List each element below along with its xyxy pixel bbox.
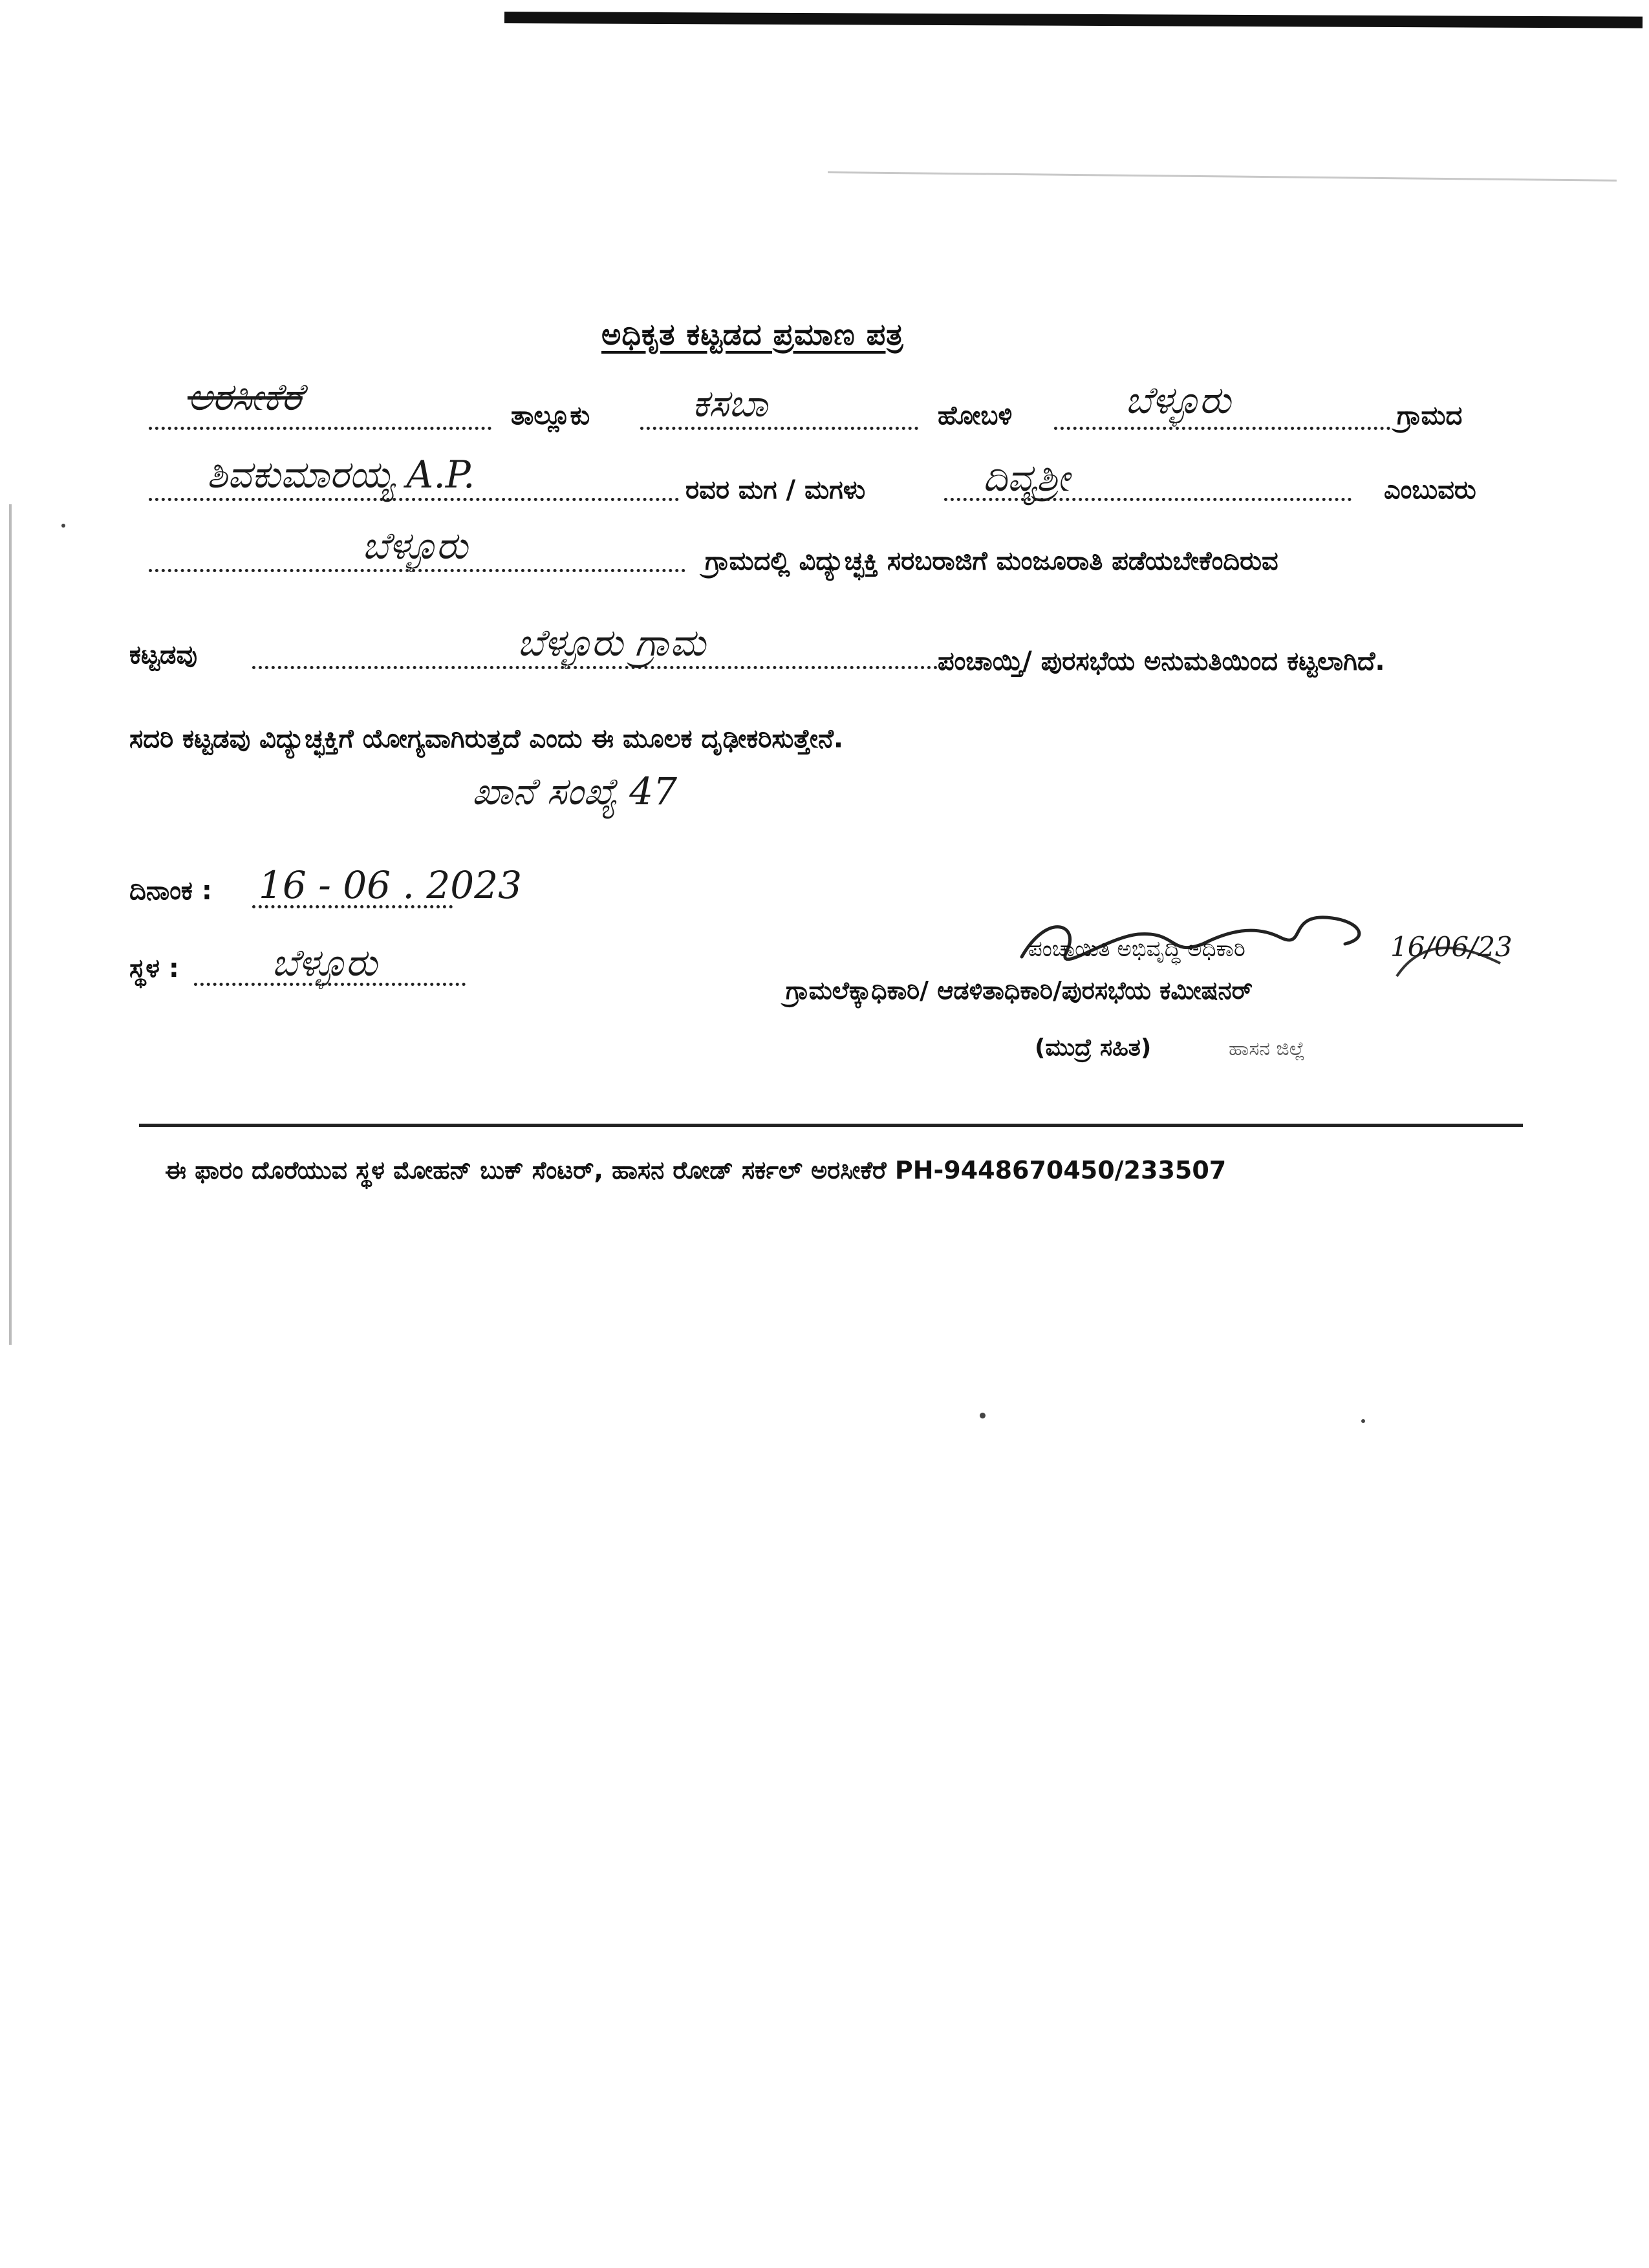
stamp-officer-line: ಪಂಚಾಯಿತಿ ಅಭಿವೃದ್ಧಿ ಅಧಿಕಾರಿ bbox=[1028, 936, 1245, 962]
panchayat-handwritten: ಬೆಳ್ಳೂರು ಗ್ರಾಮ bbox=[517, 621, 706, 665]
applicant-name-handwritten: ದಿವ್ಯಶ್ರೀ bbox=[983, 456, 1070, 500]
hobli-handwritten: ಕಸಬಾ bbox=[692, 381, 768, 425]
scan-speck bbox=[61, 524, 65, 528]
hobli-fill-line bbox=[640, 427, 918, 430]
scan-top-border bbox=[504, 12, 1643, 28]
seal-label: (ಮುದ್ರೆ ಸಹಿತ) bbox=[1035, 1034, 1152, 1061]
panchayat-fill-line bbox=[252, 666, 938, 669]
place-handwritten: ಬೆಳ್ಳೂರು bbox=[272, 941, 378, 985]
hobli-label: ಹೋಬಳಿ bbox=[938, 401, 1013, 431]
parent-handwritten: ಶಿವಕುಮಾರಯ್ಯ A.P. bbox=[207, 453, 475, 497]
taluk-label: ತಾಲ್ಲೂಕು bbox=[511, 401, 590, 431]
parent-fill-line bbox=[149, 498, 679, 501]
stamp-date-handwritten: 16/06/23 bbox=[1390, 931, 1513, 963]
village-label: ಗ್ರಾಮದ bbox=[1397, 401, 1463, 431]
son-daughter-label: ರವರ ಮಗ / ಮಗಳು bbox=[685, 475, 866, 505]
date-label: ದಿನಾಂಕ : bbox=[129, 876, 212, 906]
place-label: ಸ್ಥಳ : bbox=[129, 954, 179, 983]
scan-left-edge bbox=[9, 504, 12, 1345]
certificate-title: ಅಧಿಕೃತ ಕಟ್ಟಡದ ಪ್ರಮಾಣ ಪತ್ರ bbox=[601, 317, 904, 352]
date-handwritten: 16 - 06 . 2023 bbox=[259, 863, 522, 907]
village-handwritten: ಬೆಳ್ಳೂರು bbox=[1125, 378, 1231, 422]
scan-speck bbox=[1361, 1419, 1365, 1423]
village2-handwritten: ಬೆಳ್ಳೂರು bbox=[362, 524, 468, 568]
certification-statement: ಸದರಿ ಕಟ್ಟಡವು ವಿದ್ಯುಚ್ಛಕ್ತಿಗೆ ಯೋಗ್ಯವಾಗಿರುತ್ತದೆ ಎಂದು ಈ ಮೂಲಕ ದೃಢೀಕರಿಸುತ್ತೇನೆ. bbox=[129, 724, 844, 754]
designation-text: ಗ್ರಾಮಲೆಕ್ಕಾಧಿಕಾರಿ/ ಆಡಳಿತಾಧಿಕಾರಿ/ಪುರಸಭೆಯ ಕಮೀಷನರ್ bbox=[786, 976, 1253, 1005]
stamp-district-line: ಹಾಸನ ಜಿಲ್ಲೆ bbox=[1229, 1038, 1305, 1060]
footer-source-text: ಈ ಫಾರಂ ದೊರೆಯುವ ಸ್ಥಳ ಮೋಹನ್ ಬುಕ್ ಸೆಂಟರ್, ಹಾಸನ ರೋಡ್ ಸರ್ಕಲ್ ಅರಸೀಕೆರೆ PH-9448670450/233507 bbox=[165, 1156, 1227, 1184]
taluk-fill-line bbox=[149, 427, 491, 430]
village-fill-line bbox=[1054, 427, 1390, 430]
building-label: ಕಟ್ಟಡವು bbox=[129, 640, 198, 670]
electricity-text: ಗ್ರಾಮದಲ್ಲಿ ವಿದ್ಯುಚ್ಛಕ್ತಿ ಸರಬರಾಜಿಗೆ ಮಂಜೂರಾತಿ ಪಡೆಯಬೇಕೆಂದಿರುವ bbox=[705, 546, 1278, 576]
footer-rule bbox=[139, 1124, 1523, 1127]
handwritten-note: ಖಾನೆ ಸಂಖ್ಯೆ 47 bbox=[472, 769, 677, 813]
scan-faint-line bbox=[828, 171, 1617, 182]
village2-fill-line bbox=[149, 569, 685, 572]
named-label: ಎಂಬುವರು bbox=[1384, 475, 1476, 505]
scan-speck bbox=[980, 1413, 986, 1418]
taluk-handwritten: ಅರಸೀಕೆರೆ bbox=[188, 375, 303, 419]
panchayat-text: ಪಂಚಾಯ್ತಿ/ ಪುರಸಭೆಯ ಅನುಮತಿಯಿಂದ ಕಟ್ಟಲಾಗಿದೆ. bbox=[938, 647, 1385, 676]
